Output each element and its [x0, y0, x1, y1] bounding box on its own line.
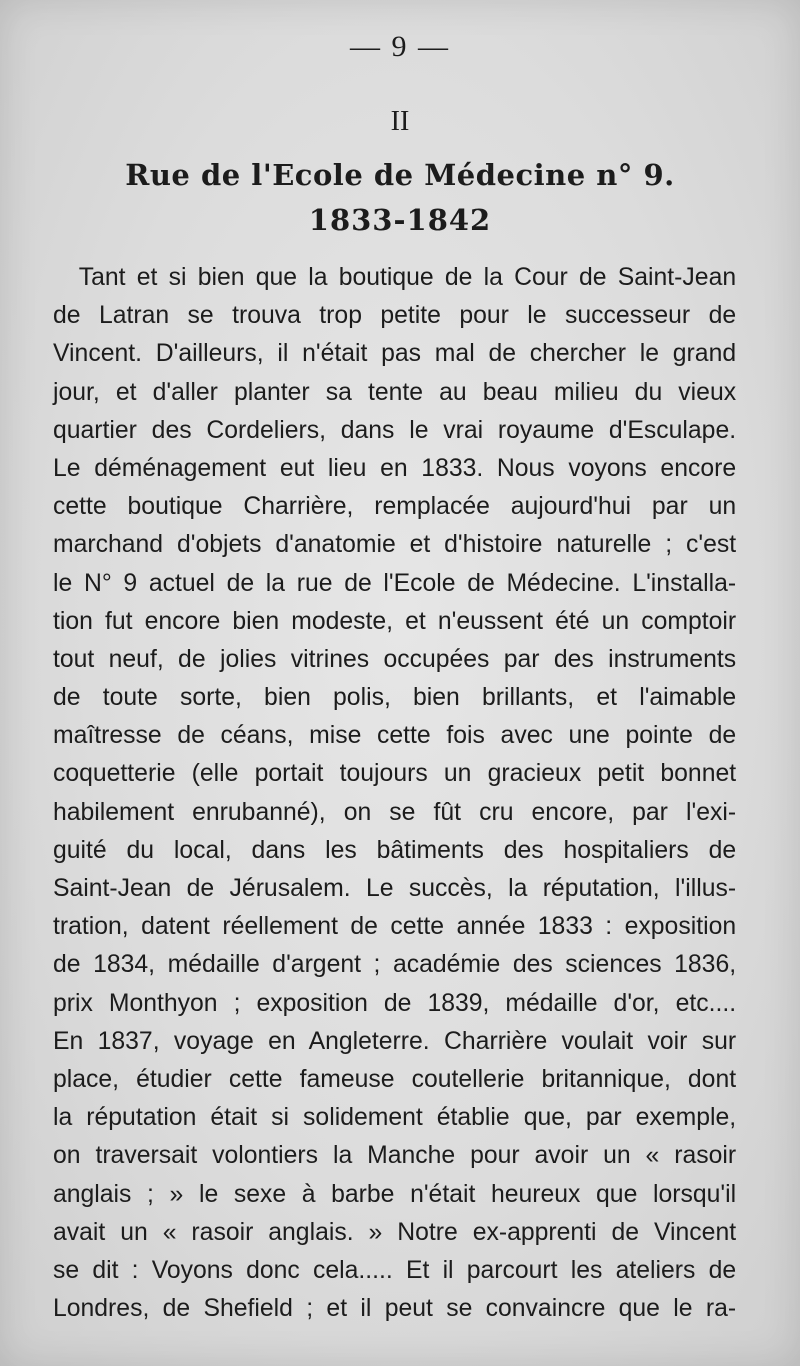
- text-line: En 1837, voyage en Angleterre. Charrière voulait voir sur: [53, 1026, 737, 1055]
- text-line: le N° 9 actuel de la rue de l'Ecole de Médecine. L'installa-: [53, 568, 737, 597]
- page-number: — 9 —: [350, 30, 450, 63]
- text-line: de toute sorte, bien polis, bien brillants, et l'aimable: [53, 683, 737, 712]
- text-line: quartier des Cordeliers, dans le vrai royaume d'Esculape.: [53, 415, 737, 444]
- text-line: Vincent. D'ailleurs, il n'était pas mal de chercher le grand: [53, 339, 737, 368]
- text-line: prix Monthyon ; exposition de 1839, médaille d'or, etc....: [53, 988, 737, 1017]
- text-line: marchand d'objets d'anatomie et d'histoire naturelle ; c'est: [53, 530, 737, 559]
- text-line: on traversait volontiers la Manche pour avoir un « rasoir: [53, 1141, 737, 1170]
- text-line: Tant et si bien que la boutique de la Cour de Saint-Jean: [78, 263, 737, 291]
- text-line: Saint-Jean de Jérusalem. Le succès, la réputation, l'illus-: [53, 874, 737, 902]
- text-line: de 1834, médaille d'argent ; académie des sciences 1836,: [53, 950, 737, 979]
- text-line: cette boutique Charrière, remplacée aujourd'hui par un: [53, 492, 737, 521]
- text-line: guité du local, dans les bâtiments des hospitaliers de: [53, 835, 737, 864]
- text-line: habilement enrubanné), on se fût cru encore, par l'exi-: [53, 797, 737, 826]
- chapter-title: Rue de l'Ecole de Médecine n° 9.: [125, 158, 675, 192]
- chapter-dates: 1833-1842: [308, 203, 492, 237]
- body-paragraph: [53, 258, 743, 1327]
- text-line: de Latran se trouva trop petite pour le successeur de: [53, 301, 737, 330]
- text-line: tration, datent réellement de cette année 1833 : exposition: [53, 912, 737, 941]
- text-line: Le déménagement eut lieu en 1833. Nous voyons encore: [53, 453, 737, 482]
- text-line: tion fut encore bien modeste, et n'eussent été un comptoir: [53, 606, 737, 635]
- text-line: anglais ; » le sexe à barbe n'était heureux que lorsqu'il: [53, 1179, 737, 1208]
- text-line: se dit : Voyons donc cela..... Et il parcourt les ateliers de: [53, 1255, 737, 1284]
- chapter-number: II: [390, 106, 410, 137]
- text-line: coquetterie (elle portait toujours un gracieux petit bonnet: [53, 759, 737, 788]
- text-line: maîtresse de céans, mise cette fois avec une pointe de: [53, 721, 737, 750]
- text-line: jour, et d'aller planter sa tente au beau milieu du vieux: [53, 377, 737, 406]
- text-line: Londres, de Shefield ; et il peut se convaincre que le ra-: [53, 1294, 737, 1323]
- text-line: avait un « rasoir anglais. » Notre ex-apprenti de Vincent: [53, 1217, 737, 1246]
- text-line: tout neuf, de jolies vitrines occupées par des instruments: [53, 644, 737, 673]
- text-line: la réputation était si solidement établie que, par exemple,: [53, 1103, 737, 1132]
- text-line: place, étudier cette fameuse coutellerie britannique, dont: [53, 1064, 737, 1093]
